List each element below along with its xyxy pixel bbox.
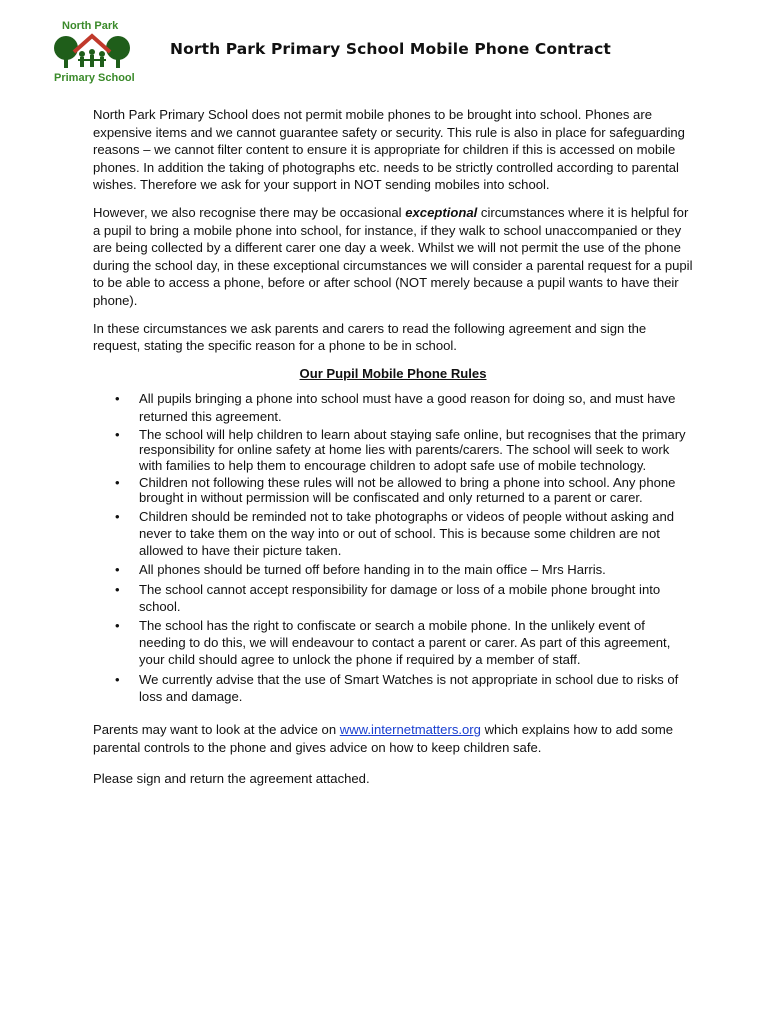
- rule-item: • The school will help children to learn about staying safe online, but recognises that the primary responsibility for online safety at home lies with parents/carers. The school will seek to work with families to help them to encourage children to adopt safe use of mobile technology.: [139, 427, 693, 473]
- document-body: [93, 106, 693, 798]
- rule-item: • All pupils bringing a phone into school must have a good reason for doing so, and must have returned this agreement.: [139, 390, 693, 424]
- school-logo: [48, 20, 138, 86]
- logo-text-top: North Park: [62, 20, 119, 32]
- exceptional-emphasis: exceptional: [405, 204, 478, 220]
- closing-paragraph: Please sign and return the agreement attached.: [93, 771, 370, 787]
- circumstances-paragraph: In these circumstances we ask parents and carers to read the following agreement and sign the request, stating the specific reason for a phone to be in school.: [93, 320, 647, 354]
- exceptional-text-before: However, we also recognise there may be occasional: [93, 204, 406, 220]
- logo-text-bottom: Primary School: [54, 72, 135, 84]
- advice-text-after: which explains how to add some parental controls to the phone and gives advice on how to keep children safe.: [93, 721, 674, 755]
- advice-paragraph: [93, 721, 693, 756]
- page-title: North Park Primary School Mobile Phone Contract: [170, 40, 611, 58]
- rules-heading: Our Pupil Mobile Phone Rules: [299, 365, 487, 381]
- exceptional-text-after: circumstances where it is helpful for a pupil to bring a mobile phone into school, for instance, if they walk to school unaccompanied or they are being collected by a different carer one day a week. Whilst we will not permit the use of the phone during the school day, in these exceptional circumstances we will consider a parental request for a pupil to be able to access a phone, before or after school (NOT merely because a pupil wants to have their phone).: [93, 204, 693, 308]
- exceptional-paragraph: [93, 204, 693, 310]
- internetmatters-link[interactable]: www.internetmatters.org: [339, 721, 481, 737]
- rule-item: • Children should be reminded not to take photographs or videos of people without asking and never to take them on the way into or out of school. This is because some children are not allowed to have their picture taken.: [139, 508, 693, 560]
- logo-graphic: [48, 30, 138, 76]
- rules-list: [93, 390, 693, 705]
- rule-item: • Children not following these rules will not be allowed to bring a phone into school. Any phone brought in without permission will be confiscated and only returned to a parent or carer.: [139, 475, 693, 506]
- rule-item: • The school has the right to confiscate or search a mobile phone. In the unlikely event of needing to do this, we will endeavour to contact a parent or carer. As part of this agreement, your child should agree to unlock the phone if required by a member of staff.: [139, 617, 693, 669]
- rule-item: • We currently advise that the use of Smart Watches is not appropriate in school due to risks of loss and damage.: [139, 671, 693, 705]
- rule-item: • All phones should be turned off before handing in to the main office – Mrs Harris.: [139, 561, 693, 578]
- advice-text-before: Parents may want to look at the advice on: [93, 721, 340, 737]
- intro-paragraph: North Park Primary School does not permit mobile phones to be brought into school. Phones are expensive items and we cannot guarantee safety or security. This rule is also in place for safeguarding reasons – we cannot filter content to ensure it is appropriate for children if this is accessed on mobile phones. In addition the taking of photographs etc. needs to be strictly controlled according to parental wishes. Therefore we ask for your support in NOT sending mobiles into school.: [93, 107, 685, 193]
- rule-item: • The school cannot accept responsibility for damage or loss of a mobile phone brought into school.: [139, 581, 693, 615]
